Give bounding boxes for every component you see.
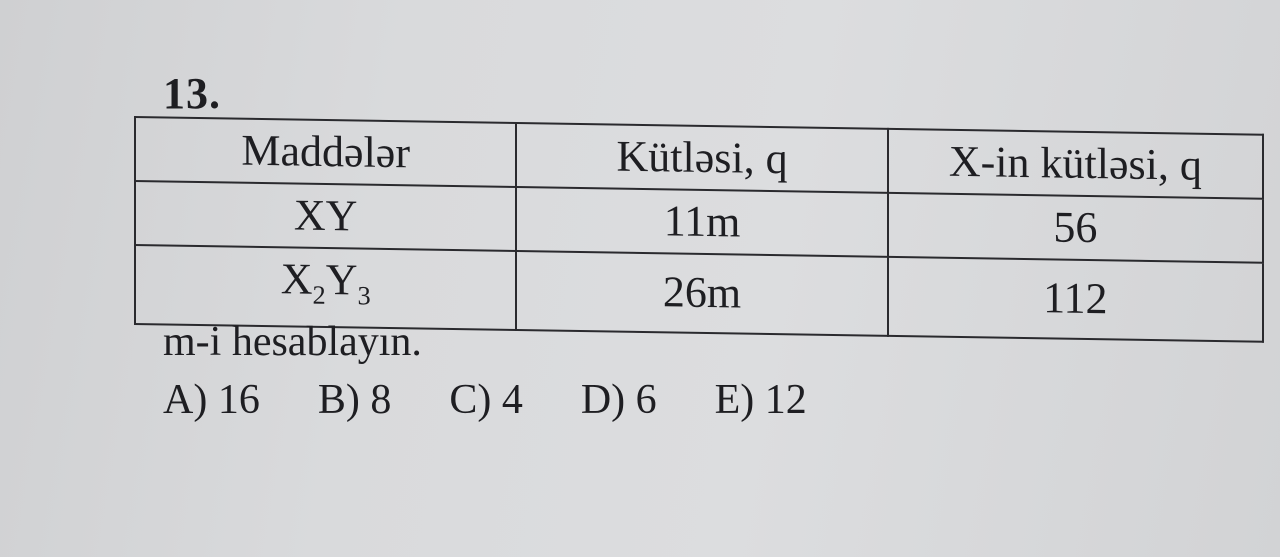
- header-substances: Maddələr: [135, 117, 516, 187]
- formula-y-subscript: 3: [357, 280, 371, 311]
- data-table: [134, 116, 1264, 343]
- formula-y: Y: [325, 255, 358, 305]
- option-b: B) 8: [317, 377, 392, 423]
- cell-mass: 11m: [516, 187, 887, 257]
- header-mass: Kütləsi, q: [516, 123, 887, 193]
- cell-x-mass: 56: [888, 193, 1263, 263]
- header-x-mass: X-in kütləsi, q: [888, 129, 1263, 199]
- cell-substance: XY: [135, 181, 516, 251]
- option-c: C) 4: [449, 377, 523, 423]
- formula-x: X: [280, 254, 313, 304]
- cell-mass: 26m: [516, 251, 887, 336]
- question-prompt: m-i hesablayın.: [163, 319, 422, 365]
- option-a: A) 16: [163, 377, 260, 423]
- cell-x-mass: 112: [888, 257, 1263, 342]
- answer-options: [163, 376, 807, 424]
- option-d: D) 6: [580, 377, 657, 423]
- option-e: E) 12: [714, 377, 807, 423]
- formula-x-subscript: 2: [312, 279, 326, 310]
- question-number: 13.: [163, 69, 221, 118]
